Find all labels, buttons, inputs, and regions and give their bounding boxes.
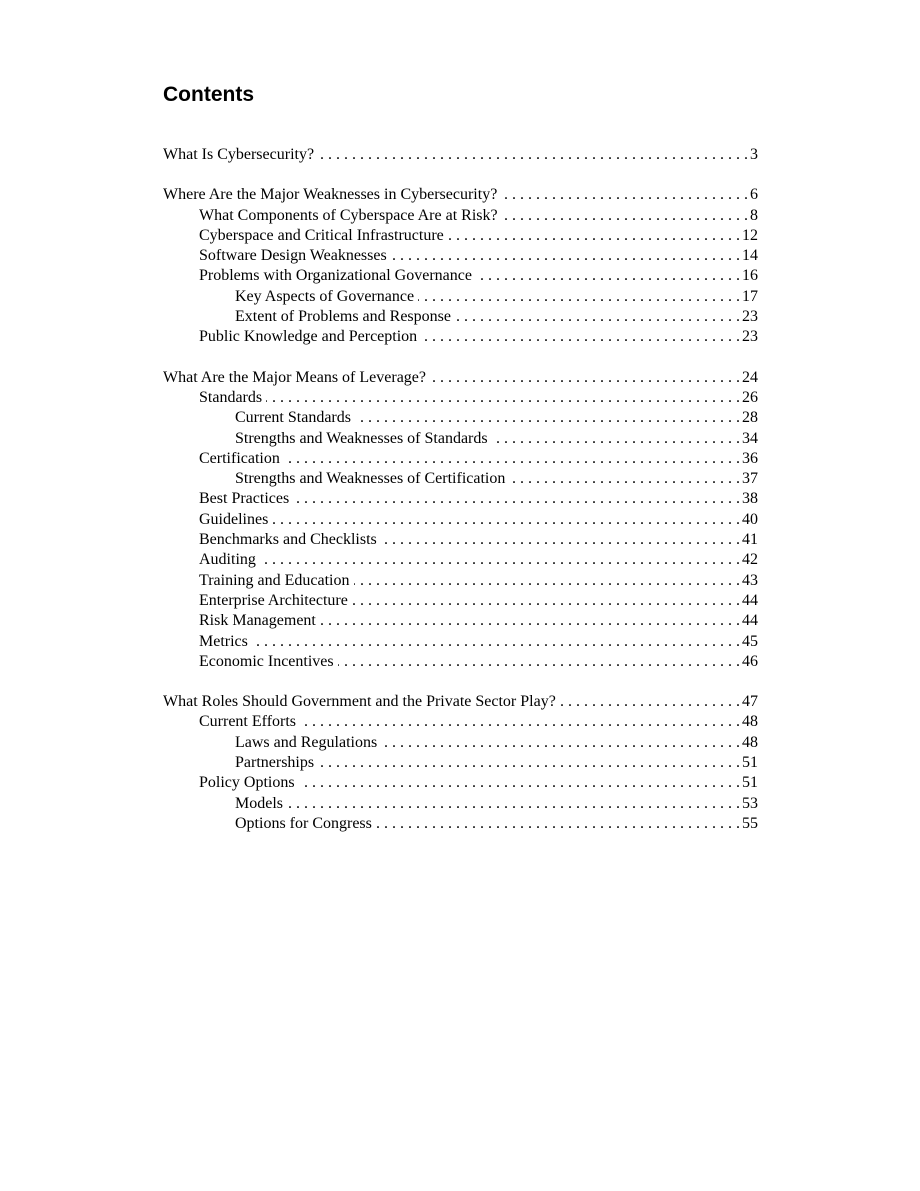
toc-entry-page-number: 17 — [742, 287, 758, 305]
toc-entry-label: Current Efforts — [199, 713, 297, 731]
toc-entry-page-number: 51 — [742, 754, 758, 772]
toc-entry-page-number: 55 — [742, 814, 758, 832]
toc-entry-label: Strengths and Weaknesses of Standards — [235, 429, 488, 447]
toc-entry-label: Laws and Regulations — [235, 733, 378, 751]
toc-entry[interactable] — [163, 611, 758, 631]
toc-entry-page-number: 26 — [742, 388, 758, 406]
toc-entry[interactable] — [163, 145, 758, 165]
dot-leader — [318, 145, 748, 165]
toc-entry-label: Models — [235, 794, 283, 812]
toc-entry-page-number: 3 — [750, 146, 758, 163]
dot-leader — [293, 489, 740, 509]
dot-leader — [252, 632, 740, 652]
toc-entry-label: Partnerships — [235, 754, 315, 772]
dot-leader — [418, 287, 740, 307]
toc-entry-label: Extent of Problems and Response — [235, 308, 451, 326]
toc-entry-label: Enterprise Architecture — [199, 591, 348, 609]
toc-entry[interactable] — [163, 794, 758, 814]
dot-leader — [455, 307, 740, 327]
dot-leader — [430, 368, 740, 388]
toc-entry[interactable] — [163, 429, 758, 449]
toc-entry[interactable] — [163, 226, 758, 246]
toc-entry-label: What Is Cybersecurity? — [163, 146, 315, 163]
toc-entry-label: Where Are the Major Weaknesses in Cybersecurity? — [163, 186, 498, 204]
toc-entry-label: Software Design Weaknesses — [199, 247, 387, 265]
dot-leader — [272, 510, 740, 530]
toc-entry[interactable] — [163, 327, 758, 347]
toc-entry[interactable] — [163, 814, 758, 834]
dot-leader — [502, 206, 748, 226]
toc-entry[interactable] — [163, 712, 758, 732]
dot-leader — [560, 692, 740, 712]
toc-entry-page-number: 24 — [742, 368, 758, 386]
dot-leader — [355, 408, 740, 428]
toc-entry-page-number: 37 — [742, 470, 758, 488]
toc-entry-page-number: 41 — [742, 531, 758, 549]
dot-leader — [318, 753, 740, 773]
toc-entry-label: Best Practices — [199, 490, 290, 508]
dot-leader — [381, 733, 740, 753]
dot-leader — [352, 591, 740, 611]
toc-entry[interactable] — [163, 246, 758, 266]
toc-entry[interactable] — [163, 408, 758, 428]
toc-entry[interactable] — [163, 510, 758, 530]
dot-leader — [266, 388, 740, 408]
toc-entry[interactable] — [163, 773, 758, 793]
toc-section — [163, 145, 758, 165]
toc-entry-label: Benchmarks and Checklists — [199, 531, 377, 549]
dot-leader — [476, 266, 740, 286]
toc-entry-page-number: 43 — [742, 571, 758, 589]
toc-entry-label: Policy Options — [199, 774, 295, 792]
toc-entry[interactable] — [163, 550, 758, 570]
toc-entry-label: Metrics — [199, 632, 248, 650]
toc-entry[interactable] — [163, 449, 758, 469]
toc-section — [163, 692, 758, 834]
toc-entry-page-number: 38 — [742, 490, 758, 508]
dot-leader — [376, 814, 740, 834]
toc-entry[interactable] — [163, 266, 758, 286]
toc-entry-page-number: 42 — [742, 551, 758, 569]
toc-section — [163, 368, 758, 672]
toc-entry-page-number: 44 — [742, 612, 758, 630]
toc-entry-label: Public Knowledge and Perception — [199, 328, 418, 346]
toc-entry[interactable] — [163, 489, 758, 509]
toc-entry[interactable] — [163, 307, 758, 327]
dot-leader — [287, 794, 740, 814]
toc-entry-label: Economic Incentives — [199, 652, 334, 670]
toc-entry-label: Cyberspace and Critical Infrastructure — [199, 226, 444, 244]
toc-entry[interactable] — [163, 287, 758, 307]
toc-entry[interactable] — [163, 469, 758, 489]
toc-entry[interactable] — [163, 206, 758, 226]
dot-leader — [381, 530, 740, 550]
toc-entry[interactable] — [163, 753, 758, 773]
toc-entry-page-number: 8 — [750, 206, 758, 224]
toc-entry-page-number: 48 — [742, 713, 758, 731]
toc-entry[interactable] — [163, 388, 758, 408]
toc-entry[interactable] — [163, 652, 758, 672]
toc-entry-page-number: 51 — [742, 774, 758, 792]
dot-leader — [421, 327, 740, 347]
toc-entry[interactable] — [163, 368, 758, 388]
dot-leader — [354, 571, 741, 591]
toc-entry-page-number: 23 — [742, 308, 758, 326]
toc-entry-label: Key Aspects of Governance — [235, 287, 415, 305]
toc-entry-page-number: 53 — [742, 794, 758, 812]
toc-entry[interactable] — [163, 632, 758, 652]
toc-entry[interactable] — [163, 733, 758, 753]
toc-entry[interactable] — [163, 591, 758, 611]
toc-entry-label: What Are the Major Means of Leverage? — [163, 368, 426, 386]
toc-entry-label: Auditing — [199, 551, 256, 569]
toc-entry-page-number: 40 — [742, 510, 758, 528]
dot-leader — [501, 185, 748, 205]
toc-entry-page-number: 44 — [742, 591, 758, 609]
toc-section — [163, 185, 758, 347]
dot-leader — [300, 712, 740, 732]
toc-entry-page-number: 45 — [742, 632, 758, 650]
toc-entry-label: Strengths and Weaknesses of Certification — [235, 470, 506, 488]
toc-entry-label: What Components of Cyberspace Are at Risk? — [199, 206, 498, 224]
toc-entry-page-number: 28 — [742, 409, 758, 427]
dot-leader — [320, 611, 740, 631]
page-title: Contents — [163, 83, 254, 106]
toc-entry[interactable] — [163, 185, 758, 205]
dot-leader — [260, 550, 740, 570]
toc-entry-label: Current Standards — [235, 409, 351, 427]
toc-entry-label: Training and Education — [199, 571, 350, 589]
toc-entry-label: Certification — [199, 449, 280, 467]
toc-entry[interactable] — [163, 571, 758, 591]
toc-entry-page-number: 47 — [742, 693, 758, 711]
toc-entry-label: Guidelines — [199, 510, 269, 528]
toc-entry-page-number: 14 — [742, 247, 758, 265]
toc-entry-label: What Roles Should Government and the Private Sector Play? — [163, 693, 556, 711]
toc-entry-page-number: 46 — [742, 652, 758, 670]
toc-entry-page-number: 34 — [742, 429, 758, 447]
table-of-contents — [163, 145, 758, 854]
dot-leader — [448, 226, 740, 246]
dot-leader — [391, 246, 740, 266]
dot-leader — [509, 469, 740, 489]
dot-leader — [284, 449, 740, 469]
toc-entry-label: Risk Management — [199, 612, 316, 630]
toc-entry-label: Standards — [199, 388, 263, 406]
toc-entry-label: Options for Congress — [235, 814, 372, 832]
toc-entry-page-number: 12 — [742, 226, 758, 244]
toc-entry-page-number: 6 — [750, 186, 758, 204]
toc-entry-page-number: 16 — [742, 267, 758, 285]
toc-entry-page-number: 23 — [742, 328, 758, 346]
toc-entry-label: Problems with Organizational Governance — [199, 267, 472, 285]
dot-leader — [338, 652, 740, 672]
toc-entry[interactable] — [163, 530, 758, 550]
dot-leader — [492, 429, 740, 449]
toc-entry-page-number: 36 — [742, 449, 758, 467]
toc-entry[interactable] — [163, 692, 758, 712]
toc-entry-page-number: 48 — [742, 733, 758, 751]
dot-leader — [299, 773, 740, 793]
